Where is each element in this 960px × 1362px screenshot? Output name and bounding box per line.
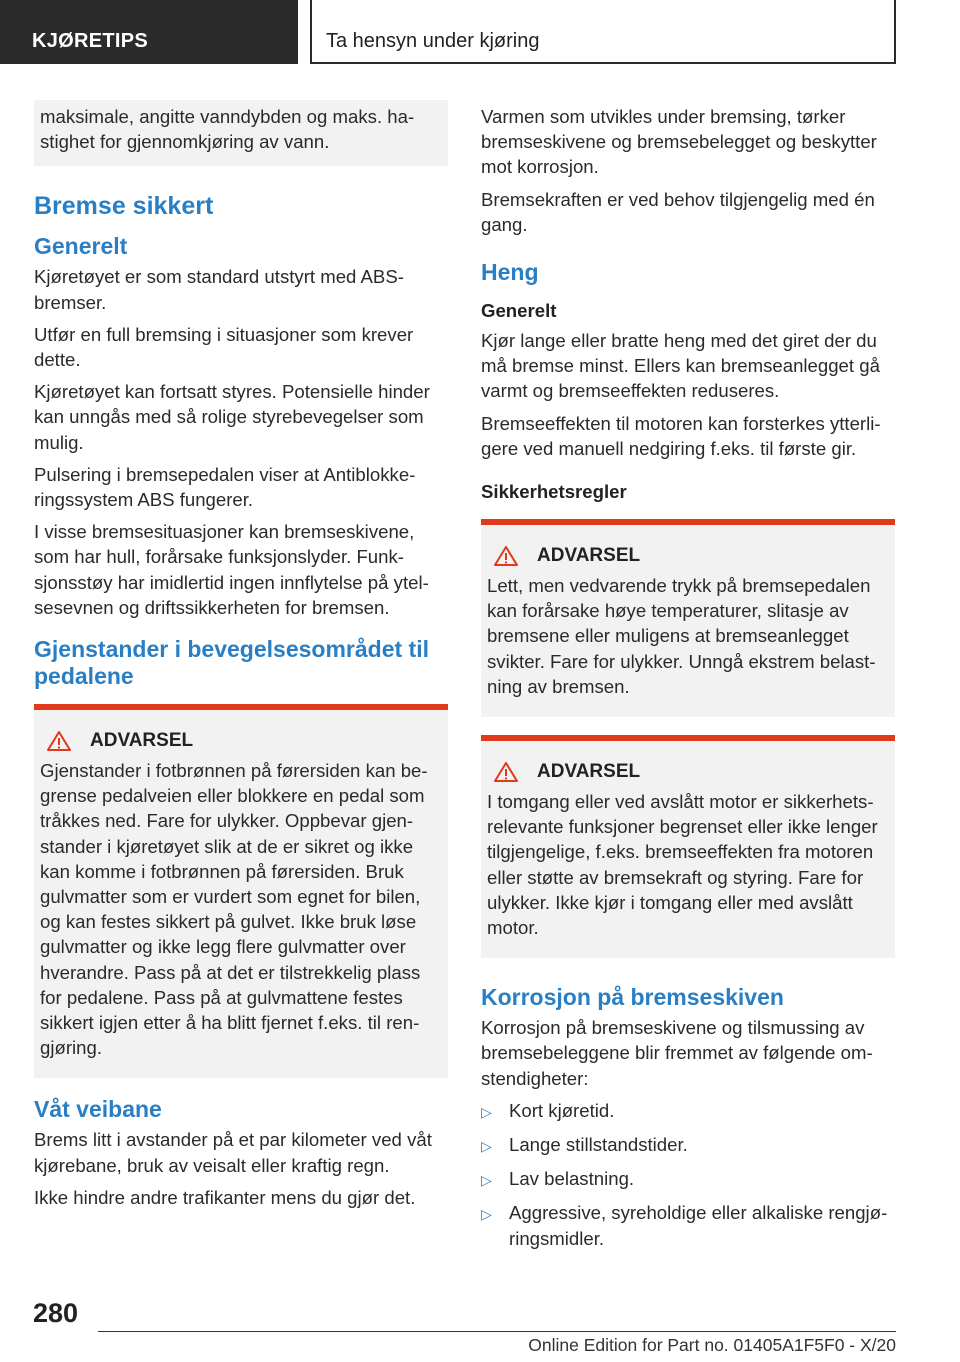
warning-text: I tomgang eller ved avslått motor er sikkerhetsrelevante funksjoner begrenset eller ikke lenger tilgjengelige, f.eks. bremseeffekten fra motoren eller støtte av bremsekraft og styring. Fare for ulykker. Ikke kjør i tomgang eller med avslått motor.: [487, 791, 878, 939]
paragraph: Bremsekraften er ved behov tilgjengelig med én gang.: [481, 188, 875, 235]
paragraph: Kjør lange eller bratte heng med det giret der du må bremse minst. Ellers kan bremseanlegget gå varmt og bremseeffekten reduseres.: [481, 330, 880, 402]
heading-gjenstander: Gjenstander i bevegelsesområdet til pedalene: [34, 636, 429, 690]
list-item: [481, 1166, 895, 1193]
paragraph: Bremseeffekten til motoren kan forsterkes ytterligere ved manuell nedgiring f.eks. til første gir.: [481, 412, 881, 459]
paragraph: Utfør en full bremsing i situasjoner som krever dette.: [34, 323, 414, 371]
list-item: [481, 1132, 895, 1159]
warning-box: [34, 704, 448, 1078]
paragraph: Kjøretøyet kan fortsatt styres. Potensielle hinder kan unngås med så rolige styrebevegelser som mulig.: [34, 381, 430, 453]
warning-label: ADVARSEL: [537, 545, 641, 567]
list-item: [481, 1098, 895, 1125]
subheading-generelt: Generelt: [481, 300, 557, 322]
warning-text: Gjenstander i fotbrønnen på førersiden kan begrense pedalveien eller blokkere en pedal som tråkkes ned. Fare for ulykker. Oppbevar gjenstander i kjøretøyet slik at de er sikret og ikke kan komme i fotbrønnen på førersiden. Bruk gulvmatter som er vurdert som egnet for bilen, og kan festes sikkert på gulvet. Ikke bruk løse gulvmatter og ikke legg flere gulvmatter over hverandre. Pass på at det er tilstrekkelig plass for pedalene. Pass på at gulvmattene festes sikkert igjen etter å ha blitt fjernet f.eks. til rengjøring.: [40, 760, 428, 1059]
intro-text: maksimale, angitte vanndybden og maks. hastighet for gjennomkjøring av vann.: [40, 106, 415, 153]
warning-text: Lett, men vedvarende trykk på bremsepedalen kan forårsake høye temperaturer, slitasje av bremsene eller muligens at bremseanlegget svikter. Fare for ulykker. Unngå ekstrem belastning av bremsen.: [487, 575, 876, 697]
page-number: 280: [33, 1298, 79, 1328]
subheading-sikkerhetsregler: Sikkerhetsregler: [481, 481, 627, 503]
paragraph: I visse bremsesituasjoner kan bremseskivene, som har hull, forårsake funksjonslyder. Funksjonsstøy har imidlertid ingen innflytelse på ytelsesevnen og driftssikkerheten for bremsen.: [34, 521, 429, 618]
warning-label: ADVARSEL: [537, 761, 641, 783]
warning-box: [481, 519, 895, 717]
chapter-header: Ta hensyn under kjøring: [310, 0, 896, 64]
warning-title: [487, 545, 889, 567]
warning-label: ADVARSEL: [90, 730, 194, 752]
triangle-bullet-icon: ▷: [481, 1103, 492, 1120]
list-item: [481, 1200, 895, 1250]
left-column: [34, 100, 448, 1217]
paragraph: Pulsering i bremsepedalen viser at Antiblokkeringssystem ABS fungerer.: [34, 463, 416, 511]
footer-divider: [98, 1331, 896, 1332]
paragraph: Korrosjon på bremseskivene og tilsmussing av bremsebeleggene blir fremmet av følgende omstendigheter:: [481, 1017, 873, 1089]
paragraph: Brems litt i avstander på et par kilometer ved våt kjørebane, bruk av veisalt eller kraftig regn.: [34, 1129, 432, 1176]
heading-heng: Heng: [481, 259, 539, 286]
paragraph: Ikke hindre andre trafikanter mens du gjør det.: [34, 1186, 416, 1208]
triangle-bullet-icon: ▷: [481, 1172, 492, 1189]
list-item-text: Lav belastning.: [509, 1168, 635, 1190]
list-item-text: Lange stillstandstider.: [509, 1134, 688, 1156]
warning-box: [481, 735, 895, 958]
paragraph: Kjøretøyet er som standard utstyrt med ABS-bremser.: [34, 266, 404, 313]
triangle-bullet-icon: ▷: [481, 1206, 492, 1223]
right-column: [481, 104, 895, 1258]
heading-vaat-veibane: Våt veibane: [34, 1096, 162, 1123]
list-item-text: Kort kjøretid.: [509, 1099, 615, 1121]
warning-title: [40, 730, 442, 752]
circumstance-list: [481, 1098, 895, 1251]
continued-box: [34, 100, 448, 166]
section-header: KJØRETIPS: [0, 0, 298, 64]
heading-korrosjon: Korrosjon på bremseskiven: [481, 984, 784, 1011]
heading-generelt: Generelt: [34, 233, 128, 260]
triangle-bullet-icon: ▷: [481, 1138, 492, 1155]
warning-triangle-icon: [46, 730, 72, 752]
warning-triangle-icon: [493, 761, 519, 783]
paragraph: Varmen som utvikles under bremsing, tørker bremseskivene og bremsebelegget og beskytter mot korrosjon.: [481, 106, 877, 178]
edition-footer: Online Edition for Part no. 01405A1F5F0 - X/20: [528, 1335, 896, 1355]
heading-bremse-sikkert: Bremse sikkert: [34, 192, 214, 221]
list-item-text: Aggressive, syreholdige eller alkaliske rengjøringsmidler.: [509, 1202, 888, 1249]
warning-triangle-icon: [493, 545, 519, 567]
warning-title: [487, 761, 889, 783]
